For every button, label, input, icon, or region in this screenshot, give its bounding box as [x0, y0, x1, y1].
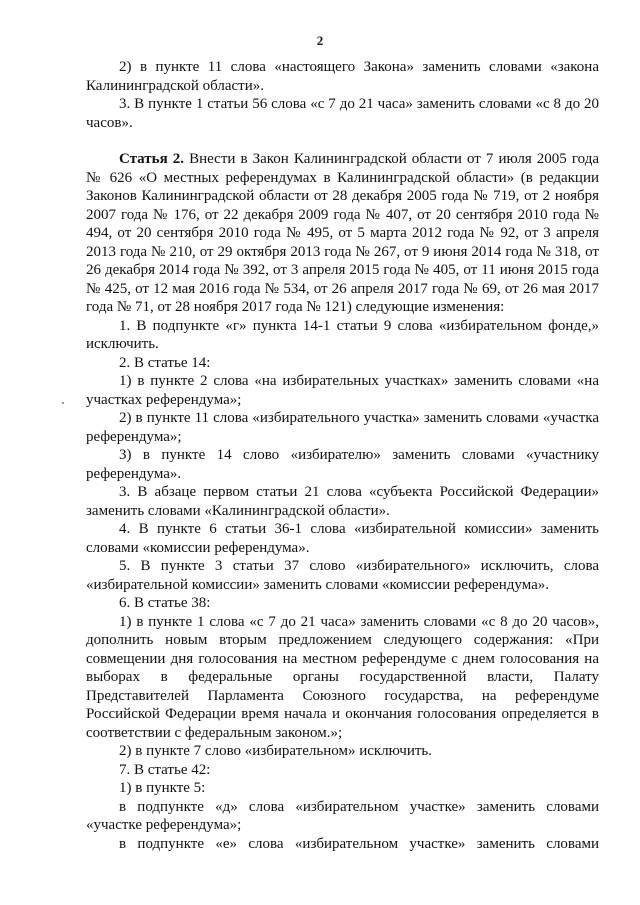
paragraph: в подпункте «д» слова «избирательном участке» заменить словами «участке референдума»; [86, 798, 599, 833]
paragraph: 1) в пункте 5: [119, 780, 206, 796]
paragraph: 5. В пункте 3 статьи 37 слово «избирательного» исключить, слова «избирательной комиссии» заменить словами «комиссии референдума». [86, 558, 599, 593]
paragraph: 6. В статье 38: [119, 595, 211, 611]
margin-dot [62, 402, 64, 404]
paragraph: 1. В подпункте «г» пункта 14-1 статьи 9 слова «избирательном фонде,» исключить. [86, 317, 599, 352]
paragraph: 3. В абзаце первом статьи 21 слова «субъекта Российской Федерации» заменить словами «Калининградской области». [86, 484, 599, 519]
paragraph: 2. В статье 14: [119, 354, 211, 371]
article-label: Статья 2. [119, 151, 185, 167]
document-body [86, 58, 599, 853]
article-2-paragraph [86, 150, 599, 317]
paragraph: 2) в пункте 11 слова «избирательного участка» заменить словами «участка референдума»; [86, 410, 599, 445]
paragraph: 2) в пункте 11 слова «настоящего Закона» заменить словами «закона Калининградской области». [86, 59, 599, 94]
paragraph: 3. В пункте 1 статьи 56 слова «с 7 до 21 часа» заменить словами «с 8 до 20 часов». [86, 96, 599, 131]
paragraph: 4. В пункте 6 статьи 36-1 слова «избирательной комиссии» заменить словами «комиссии референдума». [86, 521, 599, 556]
page-number: 2 [316, 33, 324, 48]
paragraph: 1) в пункте 1 слова «с 7 до 21 часа» заменить словами «с 8 до 20 часов», дополнить новым вторым предложением следующего содержания: «При совмещении дня голосования на местном референдуме с днем голосования на выборах в федеральные органы государственной власти, Палату Представителей Парламента Союзного государства, на референдуме Российской Федерации время начала и окончания голосования определяется в соответствии с федеральным законом.»; [86, 613, 599, 741]
paragraph: 3) в пункте 14 слово «избирателю» заменить словами «участнику референдума». [86, 447, 599, 482]
paragraph: в подпункте «е» слова «избирательном участке» заменить словами [119, 835, 599, 852]
paragraph: 1) в пункте 2 слова «на избирательных участках» заменить словами «на участках референдума»; [86, 373, 599, 408]
article-text: Внести в Закон Калининградской области от 7 июля 2005 года № 626 «О местных референдумах в Калининградской области» (в редакции Законов Калининградской области от 28 декабря 2005 года № 719, от 2 ноября 2007 года № 176, от 22 декабря 2009 года № 407, от 20 сентября 2010 года № 494, от 20 сентября 2010 года № 495, от 5 марта 2012 года № 92, от 3 апреля 2013 года № 210, от 29 октября 2013 года № 267, от 9 июня 2014 года № 318, от 26 декабря 2014 года № 392, от 3 апреля 2015 года № 405, от 11 июня 2015 года № 425, от 12 мая 2016 года № 534, от 26 апреля 2017 года № 69, от 26 мая 2017 года № 71, от 28 ноября 2017 года № 121) следующие изменения: [86, 151, 599, 315]
spacer [86, 132, 599, 150]
paragraph: 2) в пункте 7 слово «избирательном» исключить. [119, 743, 433, 759]
paragraph: 7. В статье 42: [119, 761, 211, 778]
